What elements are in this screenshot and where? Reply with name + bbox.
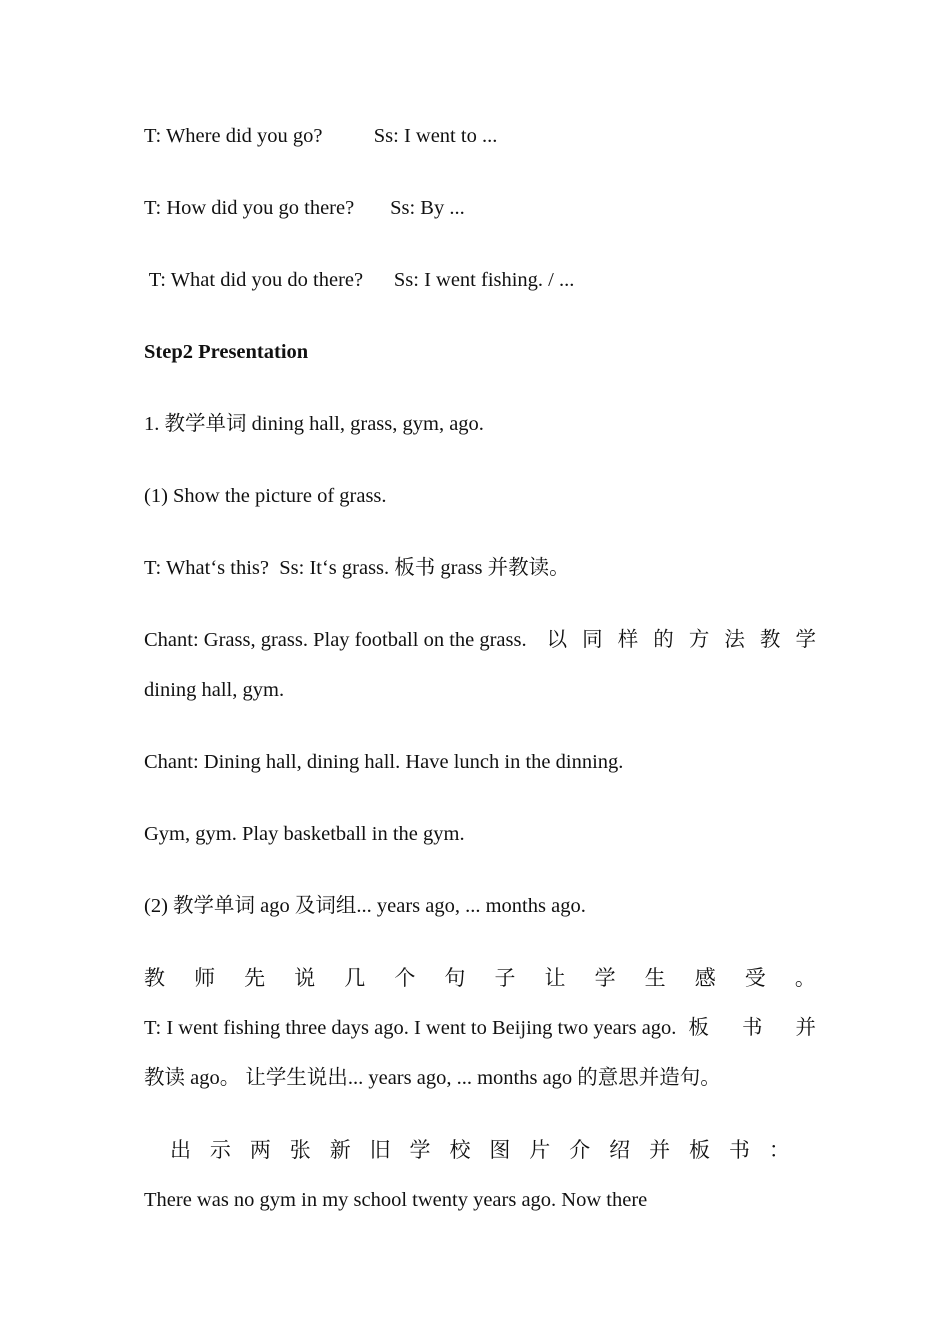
chant-dining-hall: Chant: Dining hall, dining hall. Have lunch in the dinning.	[144, 751, 624, 773]
cn-char: 新	[329, 1138, 351, 1162]
cn-char: 板	[688, 1138, 710, 1162]
example-sentences-text: T: I went fishing three days ago. I went to Beijing two years ago.	[144, 1017, 677, 1039]
show-school-pictures	[170, 1136, 790, 1164]
cn-char: 让	[544, 966, 566, 990]
cn-char: 句	[444, 966, 466, 990]
cn-char: 教	[759, 629, 781, 651]
teach-read-ago-line: 教读 ago。 让学生说出... years ago, ... months ago 的意思并造句。	[144, 1067, 721, 1089]
cn-char: 教	[144, 966, 165, 990]
dialogue-whats-this: T: What‘s this? Ss: It‘s grass. 板书 grass 并教读。	[144, 557, 570, 579]
chant-grass-text: Chant: Grass, grass. Play football on the grass.	[144, 629, 527, 651]
cn-char: 法	[724, 629, 745, 651]
example-sentences-line	[144, 1014, 816, 1042]
dialogue-what-did-you-do: T: What did you do there? Ss: I went fishing. / ...	[144, 269, 575, 291]
cn-char: 书	[728, 1138, 750, 1162]
cn-char: ：	[768, 1138, 790, 1162]
cn-char: 书	[741, 1017, 763, 1039]
dialogue-where-did-you-go: T: Where did you go? Ss: I went to ...	[144, 125, 498, 147]
teacher-says-sentences	[144, 964, 816, 992]
cn-char: 的	[653, 629, 674, 651]
example-sentences-cn	[688, 1014, 816, 1042]
cn-char: 学	[795, 629, 816, 651]
cn-char: 以	[546, 629, 568, 651]
cn-char: 方	[688, 629, 710, 651]
cn-char: 学	[594, 966, 616, 990]
dialogue-how-did-you-go: T: How did you go there? Ss: By ...	[144, 197, 465, 219]
cn-char: 张	[289, 1138, 311, 1162]
cn-char: 并	[649, 1138, 671, 1162]
cn-char: 受	[744, 966, 766, 990]
chant-grass-cn	[547, 626, 816, 654]
cn-char: 并	[795, 1017, 816, 1039]
cn-char: 出	[170, 1138, 191, 1162]
cn-char: 个	[394, 966, 416, 990]
cn-char: 学	[409, 1138, 431, 1162]
vocab-item-ago: (2) 教学单词 ago 及词组... years ago, ... months ago.	[144, 895, 586, 917]
cn-char: 。	[794, 966, 816, 990]
cn-char: 先	[244, 966, 266, 990]
cn-char: 同	[582, 629, 603, 651]
cn-char: 样	[617, 629, 639, 651]
cn-char: 板	[688, 1017, 709, 1039]
cn-char: 示	[209, 1138, 231, 1162]
show-picture-line: (1) Show the picture of grass.	[144, 485, 387, 507]
cn-char: 旧	[369, 1138, 391, 1162]
cn-char: 几	[344, 966, 366, 990]
cn-char: 图	[489, 1138, 511, 1162]
cn-char: 两	[249, 1138, 271, 1162]
cn-char: 子	[494, 966, 516, 990]
dining-hall-gym-line: dining hall, gym.	[144, 679, 285, 701]
cn-char: 绍	[609, 1138, 631, 1162]
chant-grass-line	[144, 626, 816, 654]
cn-char: 介	[569, 1138, 591, 1162]
no-gym-sentence: There was no gym in my school twenty years ago. Now there	[144, 1189, 648, 1211]
cn-char: 说	[294, 966, 316, 990]
chant-gym: Gym, gym. Play basketball in the gym.	[144, 823, 465, 845]
section-heading: Step2 Presentation	[144, 341, 309, 363]
vocab-item-1: 1. 教学单词 dining hall, grass, gym, ago.	[144, 413, 484, 435]
cn-char: 感	[694, 966, 716, 990]
cn-char: 生	[644, 966, 666, 990]
cn-char: 片	[529, 1138, 551, 1162]
cn-char: 校	[449, 1138, 471, 1162]
cn-char: 师	[194, 966, 216, 990]
